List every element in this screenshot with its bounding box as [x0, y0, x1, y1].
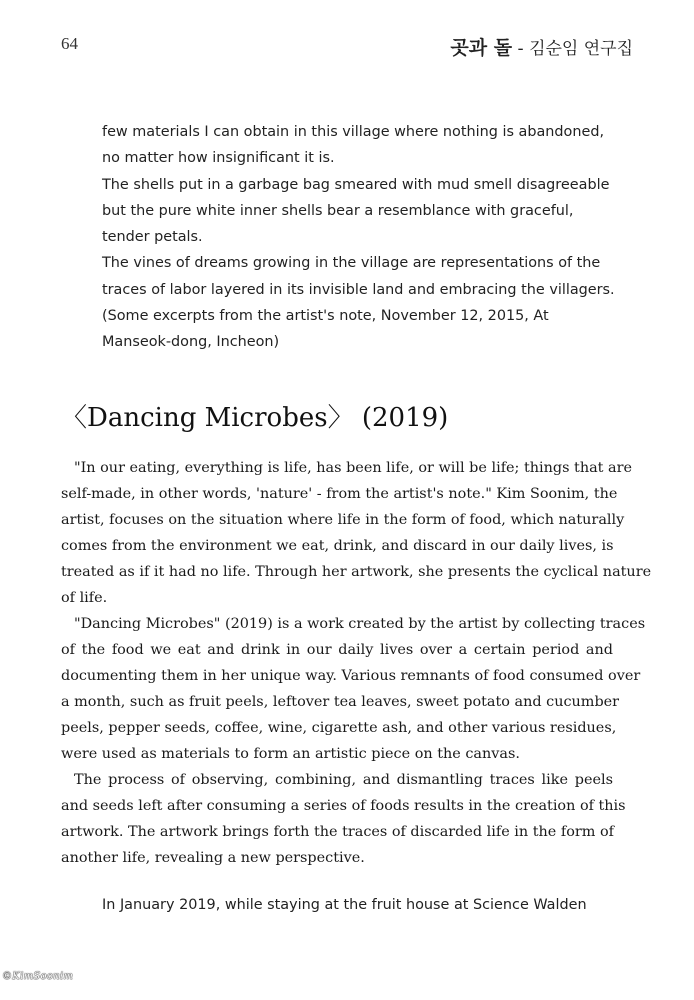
body-line: artist, focuses on the situation where life in the form of food, which naturally: [61, 512, 625, 528]
running-head-title: 곳과 돌: [450, 37, 513, 59]
quote-line: few materials I can obtain in this village where nothing is abandoned,: [102, 124, 605, 140]
body-line: another life, revealing a new perspective.: [61, 850, 365, 866]
body-line: of the food we eat and drink in our daily lives over a certain period and: [61, 642, 613, 658]
body-line: and seeds left after consuming a series of foods results in the creation of this: [61, 798, 626, 814]
quote-line: tender petals.: [102, 229, 203, 246]
body-line: comes from the environment we eat, drink, and discard in our daily lives, is: [61, 538, 614, 554]
date-caption: In January 2019, while staying at the fruit house at Science Walden: [102, 897, 587, 913]
quote-line: Manseok-dong, Incheon): [102, 334, 280, 351]
running-head: [450, 33, 633, 60]
section-heading: 〈Dancing Microbes〉 (2019): [61, 403, 449, 433]
quote-line: traces of labor layered in its invisible land and embracing the villagers.: [102, 281, 615, 298]
body-line: a month, such as fruit peels, leftover tea leaves, sweet potato and cucumber: [61, 694, 620, 710]
body-line: The process of observing, combining, and dismantling traces like peels: [74, 772, 613, 788]
quote-line: The shells put in a garbage bag smeared with mud smell disagreeable: [102, 176, 610, 193]
quote-line: but the pure white inner shells bear a resemblance with graceful,: [102, 202, 574, 219]
body-line: peels, pepper seeds, coffee, wine, cigarette ash, and other various residues,: [61, 720, 617, 736]
body-line: "In our eating, everything is life, has been life, or will be life; things that are: [74, 460, 633, 476]
running-head-subtitle: 김순임 연구집: [529, 39, 633, 59]
quote-line: no matter how insignificant it is.: [102, 150, 335, 167]
body-line: "Dancing Microbes" (2019) is a work created by the artist by collecting traces: [74, 616, 646, 632]
body-line: self-made, in other words, 'nature' - from the artist's note." Kim Soonim, the: [61, 486, 618, 502]
body-line: treated as if it had no life. Through her artwork, she presents the cyclical nature: [61, 564, 652, 580]
body-line: documenting them in her unique way. Various remnants of food consumed over: [61, 668, 641, 684]
quote-line: (Some excerpts from the artist's note, November 12, 2015, At: [102, 308, 549, 325]
body-text: [61, 455, 652, 871]
quote-line: The vines of dreams growing in the village are representations of the: [102, 255, 601, 272]
copyright-watermark: ©KimSoonim: [2, 971, 74, 982]
artist-note-quote: [102, 119, 615, 356]
body-line: artwork. The artwork brings forth the traces of discarded life in the form of: [61, 824, 614, 840]
body-line: of life.: [61, 590, 108, 606]
running-head-separator: -: [512, 39, 530, 59]
page-number: 64: [61, 34, 78, 53]
body-line: were used as materials to form an artistic piece on the canvas.: [61, 746, 520, 762]
